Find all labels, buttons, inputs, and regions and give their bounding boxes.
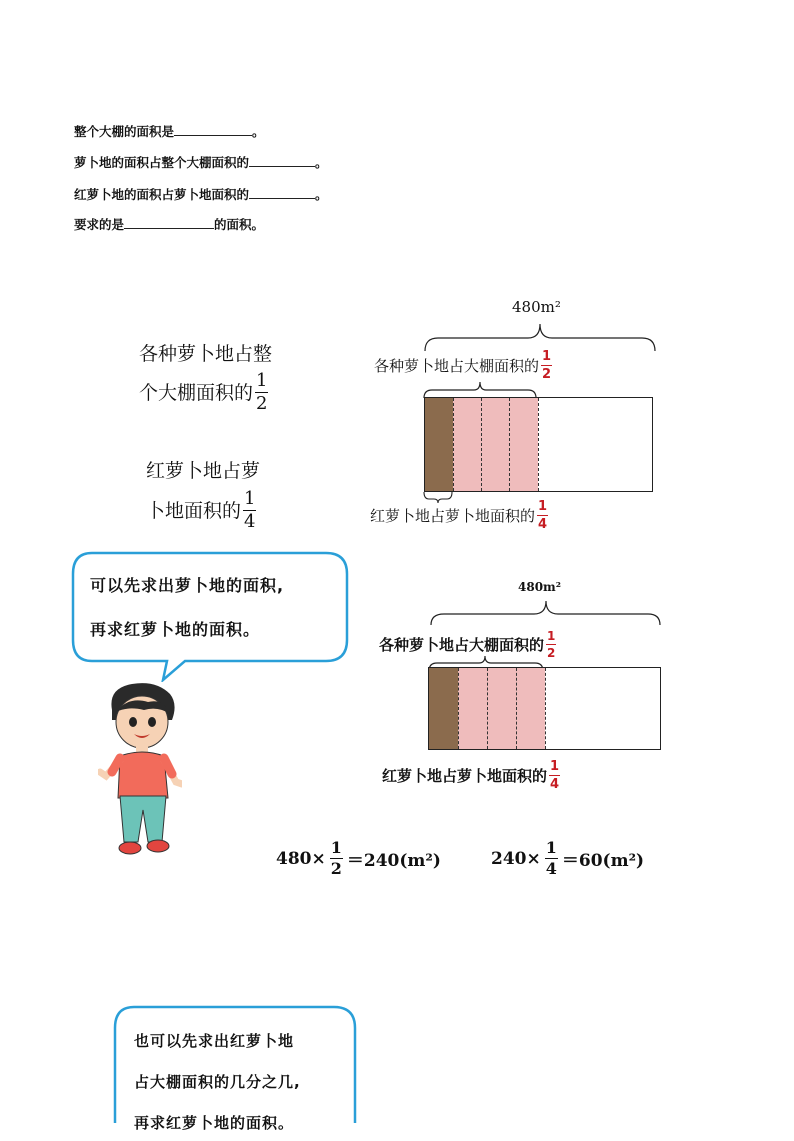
question-2 bbox=[74, 155, 328, 171]
diagram1-dash bbox=[509, 398, 510, 491]
equation-2 bbox=[491, 840, 644, 877]
diagram2-top-den: 2 bbox=[547, 646, 556, 660]
diagram2-bottom-label-text: 红萝卜地占萝卜地面积的 bbox=[382, 767, 548, 785]
diagram1-bottom-den: 4 bbox=[538, 517, 548, 532]
diagram1-top-num: 1 bbox=[542, 349, 552, 364]
diagram2-top-num: 1 bbox=[547, 629, 556, 643]
question-4-suffix: 的面积。 bbox=[214, 217, 265, 232]
diagram2-red-carrot-segment bbox=[429, 668, 458, 749]
equation-1-num: 1 bbox=[330, 838, 342, 857]
diagram2-dash bbox=[487, 668, 488, 749]
question-1-text: 整个大棚的面积是 bbox=[74, 124, 175, 139]
diagram2-bottom-label bbox=[382, 760, 560, 791]
bubble2-line3: 再求红萝卜地的面积。 bbox=[134, 1114, 295, 1132]
fraction-bar bbox=[546, 644, 556, 645]
question-4-text: 要求的是 bbox=[74, 217, 125, 232]
equation-1-left: 480× bbox=[276, 848, 326, 869]
diagram2-top-label-text: 各种萝卜地占大棚面积的 bbox=[379, 636, 545, 654]
equation-2-fraction bbox=[545, 840, 558, 877]
diagram1-red-carrot-segment bbox=[425, 398, 453, 491]
diagram1-total-label: 480m² bbox=[512, 298, 561, 316]
equation-1-den: 2 bbox=[330, 859, 342, 878]
equation-1 bbox=[276, 840, 441, 877]
diagram1-top-fraction bbox=[541, 350, 552, 381]
bubble2-line1: 也可以先求出红萝卜地 bbox=[134, 1032, 295, 1050]
diagram1-dash bbox=[453, 398, 454, 491]
question-4 bbox=[74, 217, 264, 233]
note1-num: 1 bbox=[256, 370, 268, 391]
note2-fraction bbox=[243, 490, 256, 531]
equation-2-num: 1 bbox=[545, 838, 557, 857]
note2-num: 1 bbox=[244, 488, 256, 509]
diagram1-bottom-label-text: 红萝卜地占萝卜地面积的 bbox=[370, 507, 536, 525]
question-3 bbox=[74, 187, 328, 203]
answer-blank-2[interactable] bbox=[249, 155, 315, 167]
diagram1-top-label bbox=[374, 350, 552, 381]
diagram2-dash bbox=[458, 668, 459, 749]
note2-den: 4 bbox=[244, 511, 256, 532]
fraction-bar bbox=[549, 775, 560, 776]
diagram1-bottom-num: 1 bbox=[538, 499, 548, 514]
question-2-suffix: 。 bbox=[315, 155, 328, 170]
answer-blank-1[interactable] bbox=[174, 124, 252, 136]
question-1 bbox=[74, 124, 265, 140]
question-3-text: 红萝卜地的面积占萝卜地面积的 bbox=[74, 187, 250, 202]
bubble1-line2: 再求红萝卜地的面积。 bbox=[90, 620, 261, 639]
question-3-suffix: 。 bbox=[315, 187, 328, 202]
diagram1-bottom-label bbox=[370, 500, 548, 531]
note2-line2 bbox=[146, 490, 256, 531]
answer-blank-3[interactable] bbox=[249, 187, 315, 199]
diagram1-top-den: 2 bbox=[542, 367, 552, 382]
diagram2-total-brace bbox=[426, 596, 666, 628]
diagram2-bottom-fraction bbox=[549, 760, 560, 791]
boy-illustration bbox=[98, 680, 182, 858]
diagram1-other-carrot-segment bbox=[453, 398, 538, 491]
note2-line2-text: 卜地面积的 bbox=[146, 499, 242, 522]
diagram1-top-label-text: 各种萝卜地占大棚面积的 bbox=[374, 357, 540, 375]
diagram2-dash bbox=[545, 668, 546, 749]
fraction-bar bbox=[541, 365, 552, 366]
diagram2-other-carrot-segment bbox=[458, 668, 545, 749]
note1-line1: 各种萝卜地占整 bbox=[139, 343, 273, 365]
bubble2-line2: 占大棚面积的几分之几, bbox=[134, 1073, 301, 1091]
diagram2-dash bbox=[516, 668, 517, 749]
note1-den: 2 bbox=[256, 393, 268, 414]
note1-line2-text: 个大棚面积的 bbox=[139, 381, 254, 404]
equation-2-den: 4 bbox=[545, 859, 557, 878]
bubble1-line1: 可以先求出萝卜地的面积, bbox=[90, 576, 285, 595]
equation-2-right: ＝60(m²) bbox=[561, 851, 645, 871]
equation-1-right: ＝240(m²) bbox=[346, 851, 441, 871]
diagram1-area-bar bbox=[424, 397, 653, 492]
diagram2-bottom-den: 4 bbox=[550, 777, 560, 792]
diagram2-area-bar bbox=[428, 667, 661, 750]
equation-1-fraction bbox=[330, 840, 343, 877]
note1-line2 bbox=[139, 372, 268, 413]
diagram1-dash bbox=[481, 398, 482, 491]
note2-line1: 红萝卜地占萝 bbox=[146, 460, 261, 482]
equation-2-left: 240× bbox=[491, 848, 541, 869]
fraction-bar bbox=[537, 515, 548, 516]
diagram1-dash bbox=[538, 398, 539, 491]
question-2-text: 萝卜地的面积占整个大棚面积的 bbox=[74, 155, 250, 170]
diagram1-total-brace bbox=[420, 318, 660, 354]
diagram1-bottom-fraction bbox=[537, 500, 548, 531]
note1-fraction bbox=[255, 372, 268, 413]
question-1-suffix: 。 bbox=[252, 124, 265, 139]
diagram2-total-label: 480m² bbox=[518, 580, 562, 594]
answer-blank-4[interactable] bbox=[124, 217, 214, 229]
diagram2-bottom-num: 1 bbox=[550, 759, 560, 774]
